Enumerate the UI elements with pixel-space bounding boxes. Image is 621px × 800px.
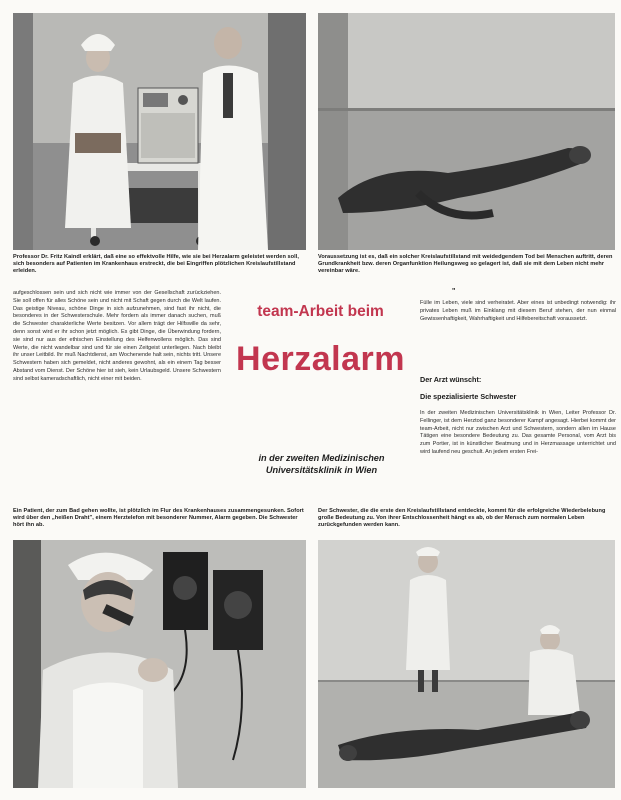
caption-photo-2: Voraussetzung ist es, daß ein solcher Kreislaufstillstand mit weidedgendem Tod bei Menschen auftritt, deren Grundkrankheit bzw. deren Organfunktion Heilungsweg so gelagert ist, daß sie mit dem Leben nicht mehr vereinbar wäre. [318,254,613,274]
article-right-column-body: In der zweiten Medizinischen Universitätsklinik in Wien, Leiter Professor Dr. Fellinger, ist dem Herztod ganz besonderer Kampf angesagt. Hierbei kommt der team-Arbeit, nicht nur zwischen Arzt und Schwestern, sondern allen im Hause Tätigen eine besondere Bedeutung zu. Das gesamte Personal, vom Arzt bis zum Portier, ist in künstlicher Beatmung und in Herzmassage unterrichtet und wird laufend neu geschult. An jedem ersten Frei- [420,410,616,455]
photo-nurses-patient-graphic [318,540,615,788]
subhead-doctor-wishes: Der Arzt wünscht: [420,375,482,384]
caption-photo-4: Der Schwester, die die erste den Kreislaufstillstand entdeckte, kommt für die erfolgreiche Wiederbelebung große Bedeutung zu. Von ihrer Entschlossenheit hängt es ab, ob der Mensch zum normalen Leben zurückgefunden werden kann. [318,508,606,528]
headline-sub: in der zweiten Medizinischen Universitätsklinik in Wien [258,453,385,475]
photo-patient-floor [318,13,615,250]
headline-top: team-Arbeit beim [257,303,384,320]
photo-patient-floor-graphic [318,13,615,250]
headline-main: Herzalarm [236,340,405,378]
photo-nurse-telephone-graphic [13,540,306,788]
caption-photo-3: Ein Patient, der zum Bad gehen wollte, ist plötzlich im Flur des Krankenhauses zusammengesunken. Sofort wird über den „heißen Draht", einem Herztelefon mit besonderer Nummer, Alarm gegeben. Die Schwester hört ihn ab. [13,508,304,528]
caption-photo-1: Professor Dr. Fritz Kaindl erklärt, daß eine so effektvolle Hilfe, wie sie bei Herzalarm geleistet werden soll, sich besonders auf Patienten im Krankenhaus erstreckt, die bei Eingriffen plötzlichen Kreislaufstillstand erleiden. [13,254,299,274]
photo-nurses-patient [318,540,615,788]
photo-doctor-nurse-graphic [13,13,306,250]
photo-doctor-nurse-device [13,13,306,250]
continue-mark: " [452,288,456,295]
subhead-specialized-nurse: Die spezialisierte Schwester [420,392,517,401]
photo-nurse-telephone [13,540,306,788]
article-left-column: aufgeschlossen sein und sich nicht wie immer von der Gesellschaft zurückziehen. Sie soll offen für alles Schöne sein und nicht mit Schaft gegen durch die Welt laufen. Das geistige Niveau, schöne Dinge in sich aufzunehmen, sind fast ihr nicht, die besonderes in der Schwesterschule. Mehr fordern als immer danach suchen, muß die Schwester charakterliche Werte besitzen. Vor allem trägt der Hilfswille da sehr, denn sonst wird er ihr schon jetzt möglich. Es gibt Dinge, die Überwindung fordern, sie sind nur aus der ethischen Einstellung des Helfenwollens möglich. Das sind Werte, die nicht wandelbar sind und für sie einen Zeitgeist unterliegen. Nach bleibt ihr unser Leitbild. Ihr muß Nachtdienst, am Wochenende halt sein, nichts tritt. Unsere Schwestern haben sich gemeldet, nicht anderes gewohnt, als ein einem Tag besser Abstand vom Dienst. Der Schöne hier ist sieh, kein Urlaubsgeld. Unsere Schwestern sind selbst kameradschaftlich, nicht einer mit beiden. [13,290,221,382]
article-right-column-intro: Fülle im Leben, viele sind verheiratet. Aber eines ist unbedingt notwendig: ihr privates Leben muß im Einklang mit diesem Beruf stehen, der nun einmal Gewissenhaftigkeit, Wahrhaftigkeit und Hilfebereitschaft voraussetzt. [420,300,616,322]
